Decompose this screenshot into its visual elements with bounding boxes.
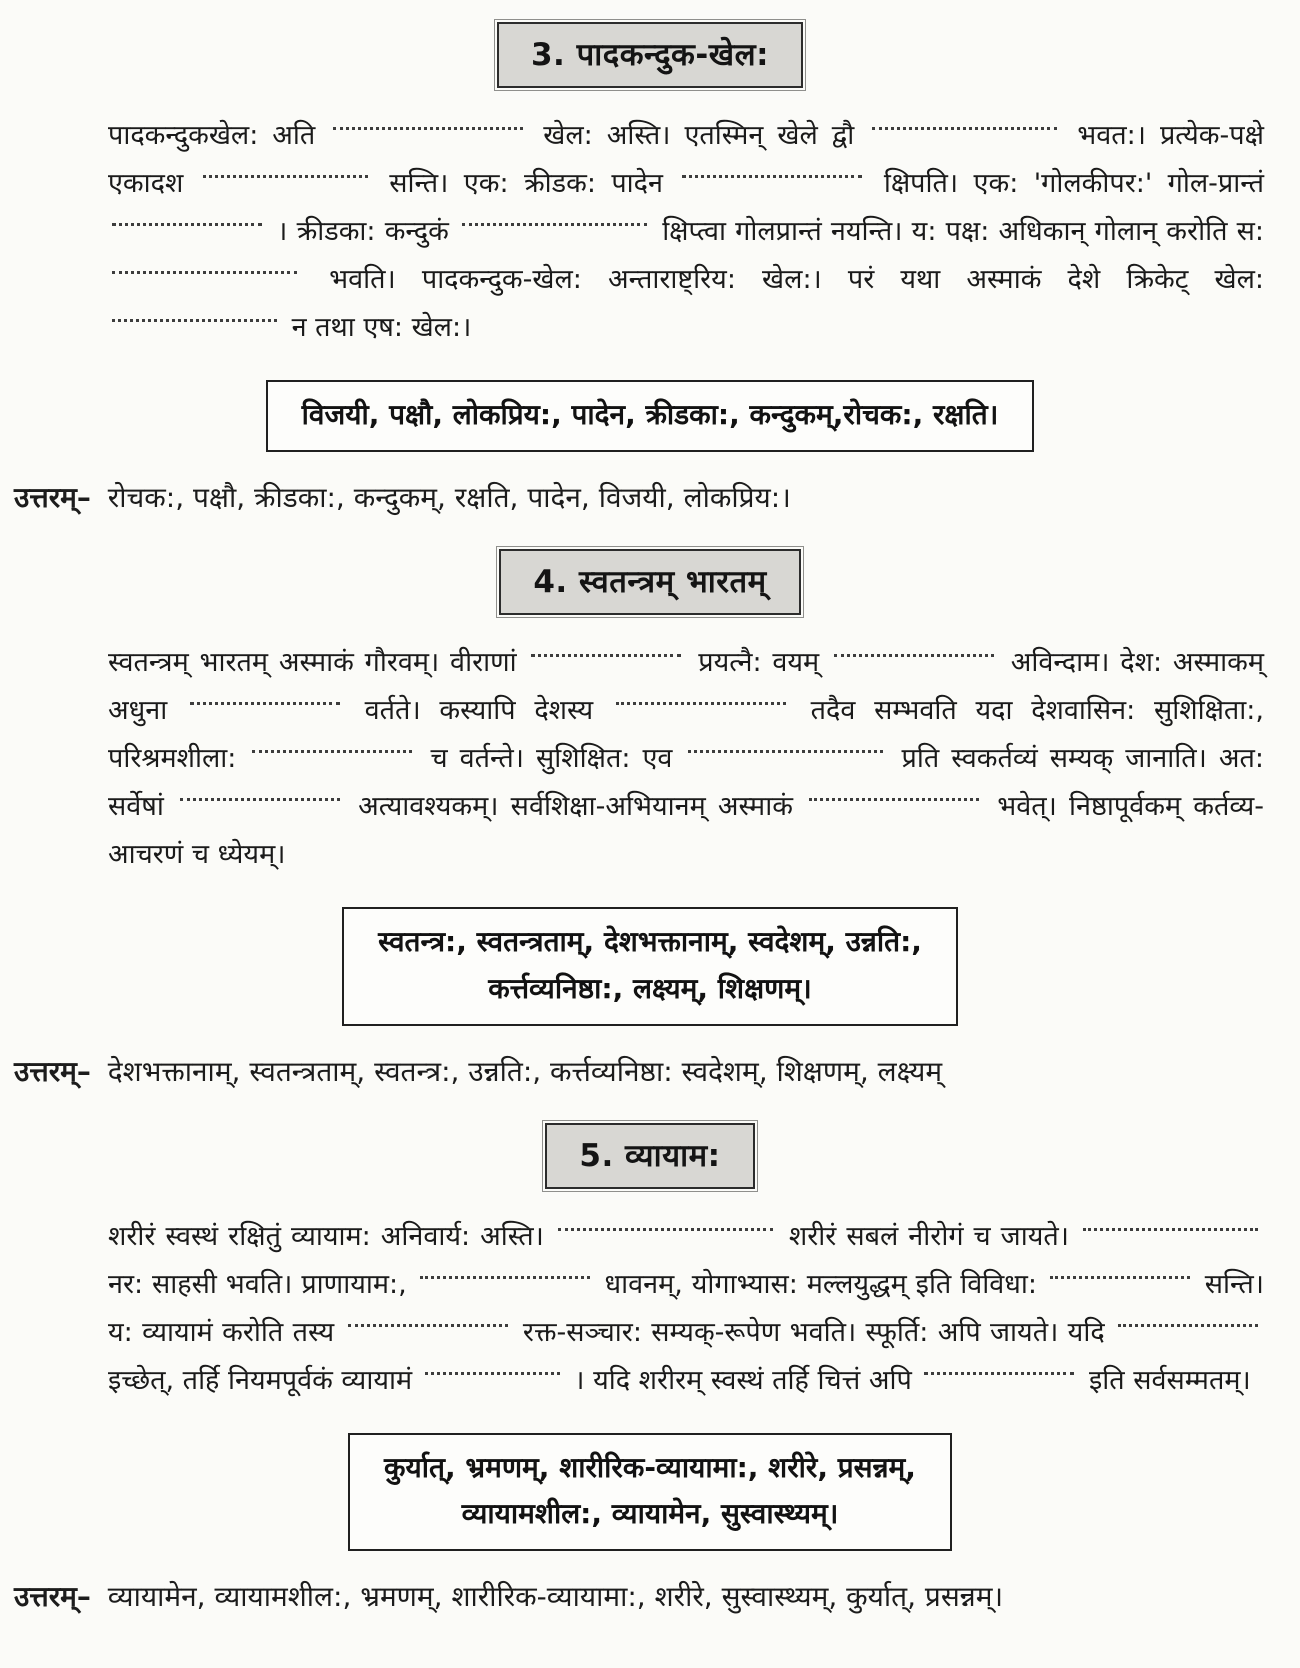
answer-line (14, 476, 1276, 521)
paragraph-text: खेल: अस्ति। एतस्मिन् खेले द्वौ (543, 120, 869, 151)
paragraph-text: भवेत्। निष्ठापूर्वकम् कर्तव्य-आचरणं च ध्येयम्। (108, 791, 1264, 871)
paragraph-text: प्रयत्नै: वयम् (698, 647, 830, 679)
fill-in-paragraph (108, 639, 1264, 879)
paragraph-text: इति सर्वसम्मतम्। (1088, 1364, 1251, 1396)
fill-blank-dotted-line (333, 127, 523, 130)
paragraph-text: रक्त-सञ्चार: सम्यक्-रूपेण भवति। स्फूर्ति: अपि जायते। यदि (522, 1316, 1115, 1348)
fill-blank-dotted-line (872, 127, 1057, 130)
paragraph-text: इच्छेत्, तर्हि नियमपूर्वकं व्यायामं (108, 1364, 421, 1396)
word-bank-row (0, 380, 1300, 452)
word-bank-box (266, 380, 1035, 452)
answer-label: उत्तरम्– (14, 1580, 91, 1614)
fill-blank-dotted-line (682, 175, 862, 178)
paragraph-text: स्वतन्त्रम् भारतम् अस्माकं गौरवम्। वीराणां (108, 647, 528, 679)
fill-blank-dotted-line (531, 654, 681, 657)
section-title-row (0, 22, 1300, 88)
fill-blank-dotted-line (425, 1372, 560, 1375)
paragraph-text: । यदि शरीरम् स्वस्थं तर्हि चित्तं अपि (574, 1364, 921, 1396)
paragraph-text: धावनम्, योगाभ्यास: मल्लयुद्धम् इति विविधा: (604, 1268, 1046, 1300)
answer-label: उत्तरम्– (14, 481, 91, 515)
paragraph-text: न तथा एष: खेल:। (291, 312, 472, 344)
word-bank-line: कुर्यात्, भ्रमणम्, शारीरिक-व्यायामा:, शरीरे, प्रसन्नम्, (384, 1450, 916, 1484)
paragraph-text: क्षिप्त्वा गोलप्रान्तं नयन्ति। य: पक्ष: अधिकान् गोलान् करोति स: (662, 216, 1264, 248)
answer-line (14, 1050, 1276, 1095)
paragraph-text: सन्ति। य: व्यायामं करोति तस्य (108, 1268, 1264, 1348)
fill-blank-dotted-line (1118, 1324, 1258, 1327)
word-bank-row (0, 1433, 1300, 1551)
word-bank-box (348, 1433, 952, 1551)
fill-blank-dotted-line (1083, 1228, 1258, 1231)
paragraph-text: सन्ति। एक: क्रीडक: पादेन (389, 168, 679, 200)
paragraph-text: शरीरं स्वस्थं रक्षितुं व्यायाम: अनिवार्य: अस्ति। (108, 1220, 554, 1252)
section-title: 4. स्वतन्त्रम् भारतम् (499, 549, 800, 615)
fill-blank-dotted-line (1050, 1276, 1190, 1279)
paragraph-text: अविन्दाम। देश: अस्माकम् अधुना (108, 647, 1264, 727)
paragraph-text: अत्यावश्यकम्। सर्वशिक्षा-अभियानम् अस्माकं (358, 791, 806, 823)
fill-in-paragraph (108, 1213, 1264, 1405)
word-bank-row (0, 907, 1300, 1025)
paragraph-text: वर्तते। कस्यापि देशस्य (364, 695, 612, 727)
word-bank-line: स्वतन्त्र:, स्वतन्त्रताम्, देशभक्तानाम्, स्वदेशम्, उन्नति:, (378, 925, 922, 959)
paragraph-text: प्रति स्वकर्तव्यं सम्यक् जानाति। अत: सर्वेषां (108, 743, 1265, 823)
word-bank-line: विजयी, पक्षौ, लोकप्रिय:, पादेन, क्रीडका:, कन्दुकम्,रोचक:, रक्षति। (301, 398, 999, 432)
section-title-row (0, 549, 1300, 615)
fill-blank-dotted-line (190, 702, 340, 705)
section-title: 5. व्यायाम: (545, 1123, 754, 1189)
answer-label: उत्तरम्– (14, 1054, 91, 1088)
fill-blank-dotted-line (558, 1228, 773, 1231)
word-bank-box (342, 907, 958, 1025)
fill-blank-dotted-line (112, 271, 297, 274)
fill-blank-dotted-line (252, 750, 412, 753)
fill-blank-dotted-line (348, 1324, 508, 1327)
fill-blank-dotted-line (834, 654, 994, 657)
word-bank-line: कर्त्तव्यनिष्ठा:, लक्ष्यम्, शिक्षणम्। (488, 971, 812, 1005)
paragraph-text: । क्रीडका: कन्दुकं (277, 216, 459, 248)
paragraph-text: नर: साहसी भवति। प्राणायाम:, (108, 1268, 416, 1300)
word-bank-line: व्यायामशील:, व्यायामेन, सुस्वास्थ्यम्। (461, 1497, 839, 1530)
fill-blank-dotted-line (112, 319, 277, 322)
fill-in-paragraph (108, 112, 1264, 352)
fill-blank-dotted-line (180, 798, 340, 801)
section-vyayamah (0, 1123, 1300, 1620)
paragraph-text: भवत:। प्रत्येक-पक्षे एकादश (108, 120, 1264, 200)
paragraph-text: क्षिपति। एक: 'गोलकीपर:' गोल-प्रान्तं (883, 168, 1264, 200)
paragraph-text: शरीरं सबलं नीरोगं च जायते। (788, 1220, 1079, 1252)
paragraph-text: पादकन्दुकखेल: अति (108, 120, 330, 151)
fill-blank-dotted-line (203, 175, 368, 178)
answer-text: रोचक:, पक्षौ, क्रीडका:, कन्दुकम्, रक्षति, पादेन, विजयी, लोकप्रिय:। (107, 481, 791, 515)
fill-blank-dotted-line (924, 1372, 1074, 1375)
paragraph-text: भवति। पादकन्दुक-खेल: अन्ताराष्ट्रिय: खेल:। परं यथा अस्माकं देशे क्रिकेट् खेल: (329, 264, 1264, 296)
paragraph-text: च वर्तन्ते। सुशिक्षित: एव (430, 743, 685, 775)
fill-blank-dotted-line (809, 798, 979, 801)
fill-blank-dotted-line (462, 223, 647, 226)
section-title-row (0, 1123, 1300, 1189)
section-svatantram-bharatam (0, 549, 1300, 1094)
paragraph-text: तदैव सम्भवति यदा देशवासिन: सुशिक्षिता:, परिश्रमशीला: (108, 695, 1264, 775)
answer-text: व्यायामेन, व्यायामशील:, भ्रमणम्, शारीरिक-व्यायामा:, शरीरे, सुस्वास्थ्यम्, कुर्यात्, प्रसन्नम्। (107, 1580, 1004, 1614)
section-padakanduka-khela (0, 22, 1300, 521)
section-title: 3. पादकन्दुक-खेल: (497, 22, 803, 88)
fill-blank-dotted-line (112, 223, 262, 226)
answer-line (14, 1575, 1276, 1620)
fill-blank-dotted-line (688, 750, 883, 753)
fill-blank-dotted-line (616, 702, 786, 705)
answer-text: देशभक्तानाम्, स्वतन्त्रताम्, स्वतन्त्र:, उन्नति:, कर्त्तव्यनिष्ठा: स्वदेशम्, शिक्षणम्, लक्ष्यम् (107, 1054, 943, 1088)
fill-blank-dotted-line (420, 1276, 590, 1279)
